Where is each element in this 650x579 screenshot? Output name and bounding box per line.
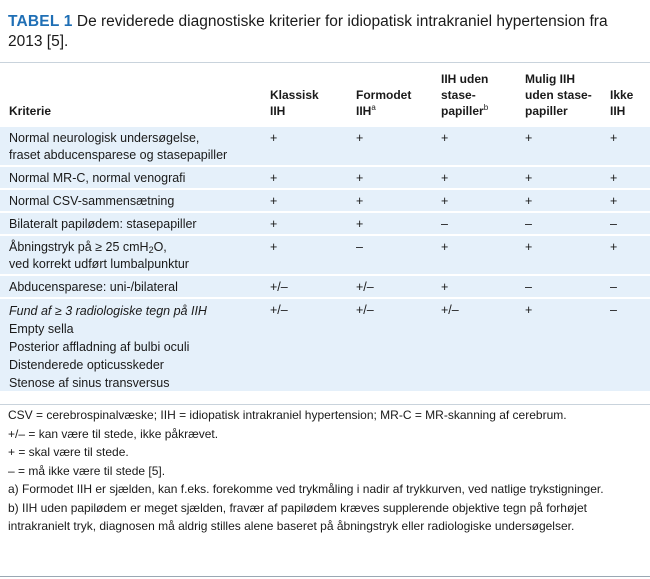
header-ikke: Ikke IIH <box>610 88 634 118</box>
cell-klassisk: + <box>270 217 278 231</box>
row-criteria: Åbningstryk på ≥ 25 cmH$_2$O, ved korrekt udført lumbalpunktur <box>9 240 189 271</box>
cell-klassisk: +/– <box>270 280 288 294</box>
table-row <box>0 188 650 211</box>
cell-formodet: +/– <box>356 280 374 294</box>
cell-klassisk: +/– <box>270 303 288 317</box>
footnote-abbreviations: CSV = cerebrospinalvæske; IIH = idiopatisk intrakraniel hypertension; MR-C = MR-skanning af cerebrum. <box>8 408 567 422</box>
bottom-divider <box>0 404 650 405</box>
header-uden-stasepapiller: IIH uden stase- papiller$^b$ <box>441 72 489 118</box>
table-row <box>0 165 650 188</box>
table-row <box>0 211 650 234</box>
table-row <box>0 297 650 391</box>
cell-ikke: – <box>610 303 617 317</box>
table-header <box>0 63 650 125</box>
cell-ikke: + <box>610 240 618 254</box>
cell-mulig: + <box>525 194 533 208</box>
cell-uden: + <box>441 194 449 208</box>
cell-ikke: + <box>610 171 618 185</box>
table-title-text: De reviderede diagnostiske kriterier for idiopatisk intrakraniel hypertension fra 2013 [5]. <box>8 13 608 50</box>
footnote-b: b) IIH uden papilødem er meget sjælden, fravær af papilødem kræves supplerende objektive tegn på forhøjet intrakranielt tryk, diagnosen må aldrig stilles alene baseret på åbningstryk eller radiologiske undersøgelser. <box>8 500 587 533</box>
cell-uden: + <box>441 240 449 254</box>
row-criteria: Abducensparese: uni-/bilateral <box>9 280 178 294</box>
footnote-plus: + = skal være til stede. <box>8 445 129 459</box>
header-criteria: Kriterie <box>9 104 52 118</box>
header-formodet: Formodet IIH$^a$ <box>356 88 412 118</box>
footnotes <box>8 406 644 536</box>
row-criteria: Bilateralt papilødem: stasepapiller <box>9 217 197 231</box>
cell-ikke: + <box>610 194 618 208</box>
cell-uden: + <box>441 131 449 145</box>
cell-formodet: + <box>356 217 364 231</box>
cell-mulig: + <box>525 303 533 317</box>
header-klassisk: Klassisk IIH <box>270 88 319 118</box>
cell-ikke: – <box>610 217 617 231</box>
table-label: TABEL 1 <box>8 13 73 30</box>
row-criteria: Normal CSV-sammensætning <box>9 194 175 208</box>
cell-klassisk: + <box>270 131 278 145</box>
cell-mulig: + <box>525 171 533 185</box>
row-criteria: Normal neurologisk undersøgelse, fraset abducensparese og stasepapiller <box>9 131 228 162</box>
cell-mulig: – <box>525 280 532 294</box>
cell-formodet: + <box>356 131 364 145</box>
cell-uden: + <box>441 280 449 294</box>
cell-uden: +/– <box>441 303 459 317</box>
table-row <box>0 125 650 165</box>
cell-formodet: + <box>356 171 364 185</box>
footnote-plusminus: +/– = kan være til stede, ikke påkrævet. <box>8 426 219 441</box>
table-row <box>0 274 650 297</box>
cell-uden: – <box>441 217 448 231</box>
footnote-a: a) Formodet IIH er sjælden, kan f.eks. forekomme ved trykmåling i nadir af trykkurven, ved natlige trykstigninger. <box>8 482 604 496</box>
footnote-minus: – = må ikke være til stede [5]. <box>8 463 166 478</box>
cell-mulig: + <box>525 131 533 145</box>
cell-klassisk: + <box>270 240 278 254</box>
cell-mulig: – <box>525 217 532 231</box>
cell-formodet: + <box>356 194 364 208</box>
header-mulig: Mulig IIH uden stase- papiller <box>525 72 592 118</box>
table-row <box>0 234 650 274</box>
cell-formodet: +/– <box>356 303 374 317</box>
cell-klassisk: + <box>270 171 278 185</box>
cell-formodet: – <box>356 240 363 254</box>
cell-ikke: – <box>610 280 617 294</box>
table-title <box>8 12 644 52</box>
cell-uden: + <box>441 171 449 185</box>
table-body <box>0 125 650 391</box>
cell-mulig: + <box>525 240 533 254</box>
cell-klassisk: + <box>270 194 278 208</box>
row-criteria: Normal MR-C, normal venografi <box>9 171 186 185</box>
end-divider <box>0 576 650 577</box>
row-criteria: Fund af ≥ 3 radiologiske tegn på IIH Empty sella Posterior affladning af bulbi oculi Distenderede opticusskeder Stenose af sinus transversus <box>9 304 207 390</box>
cell-ikke: + <box>610 131 618 145</box>
